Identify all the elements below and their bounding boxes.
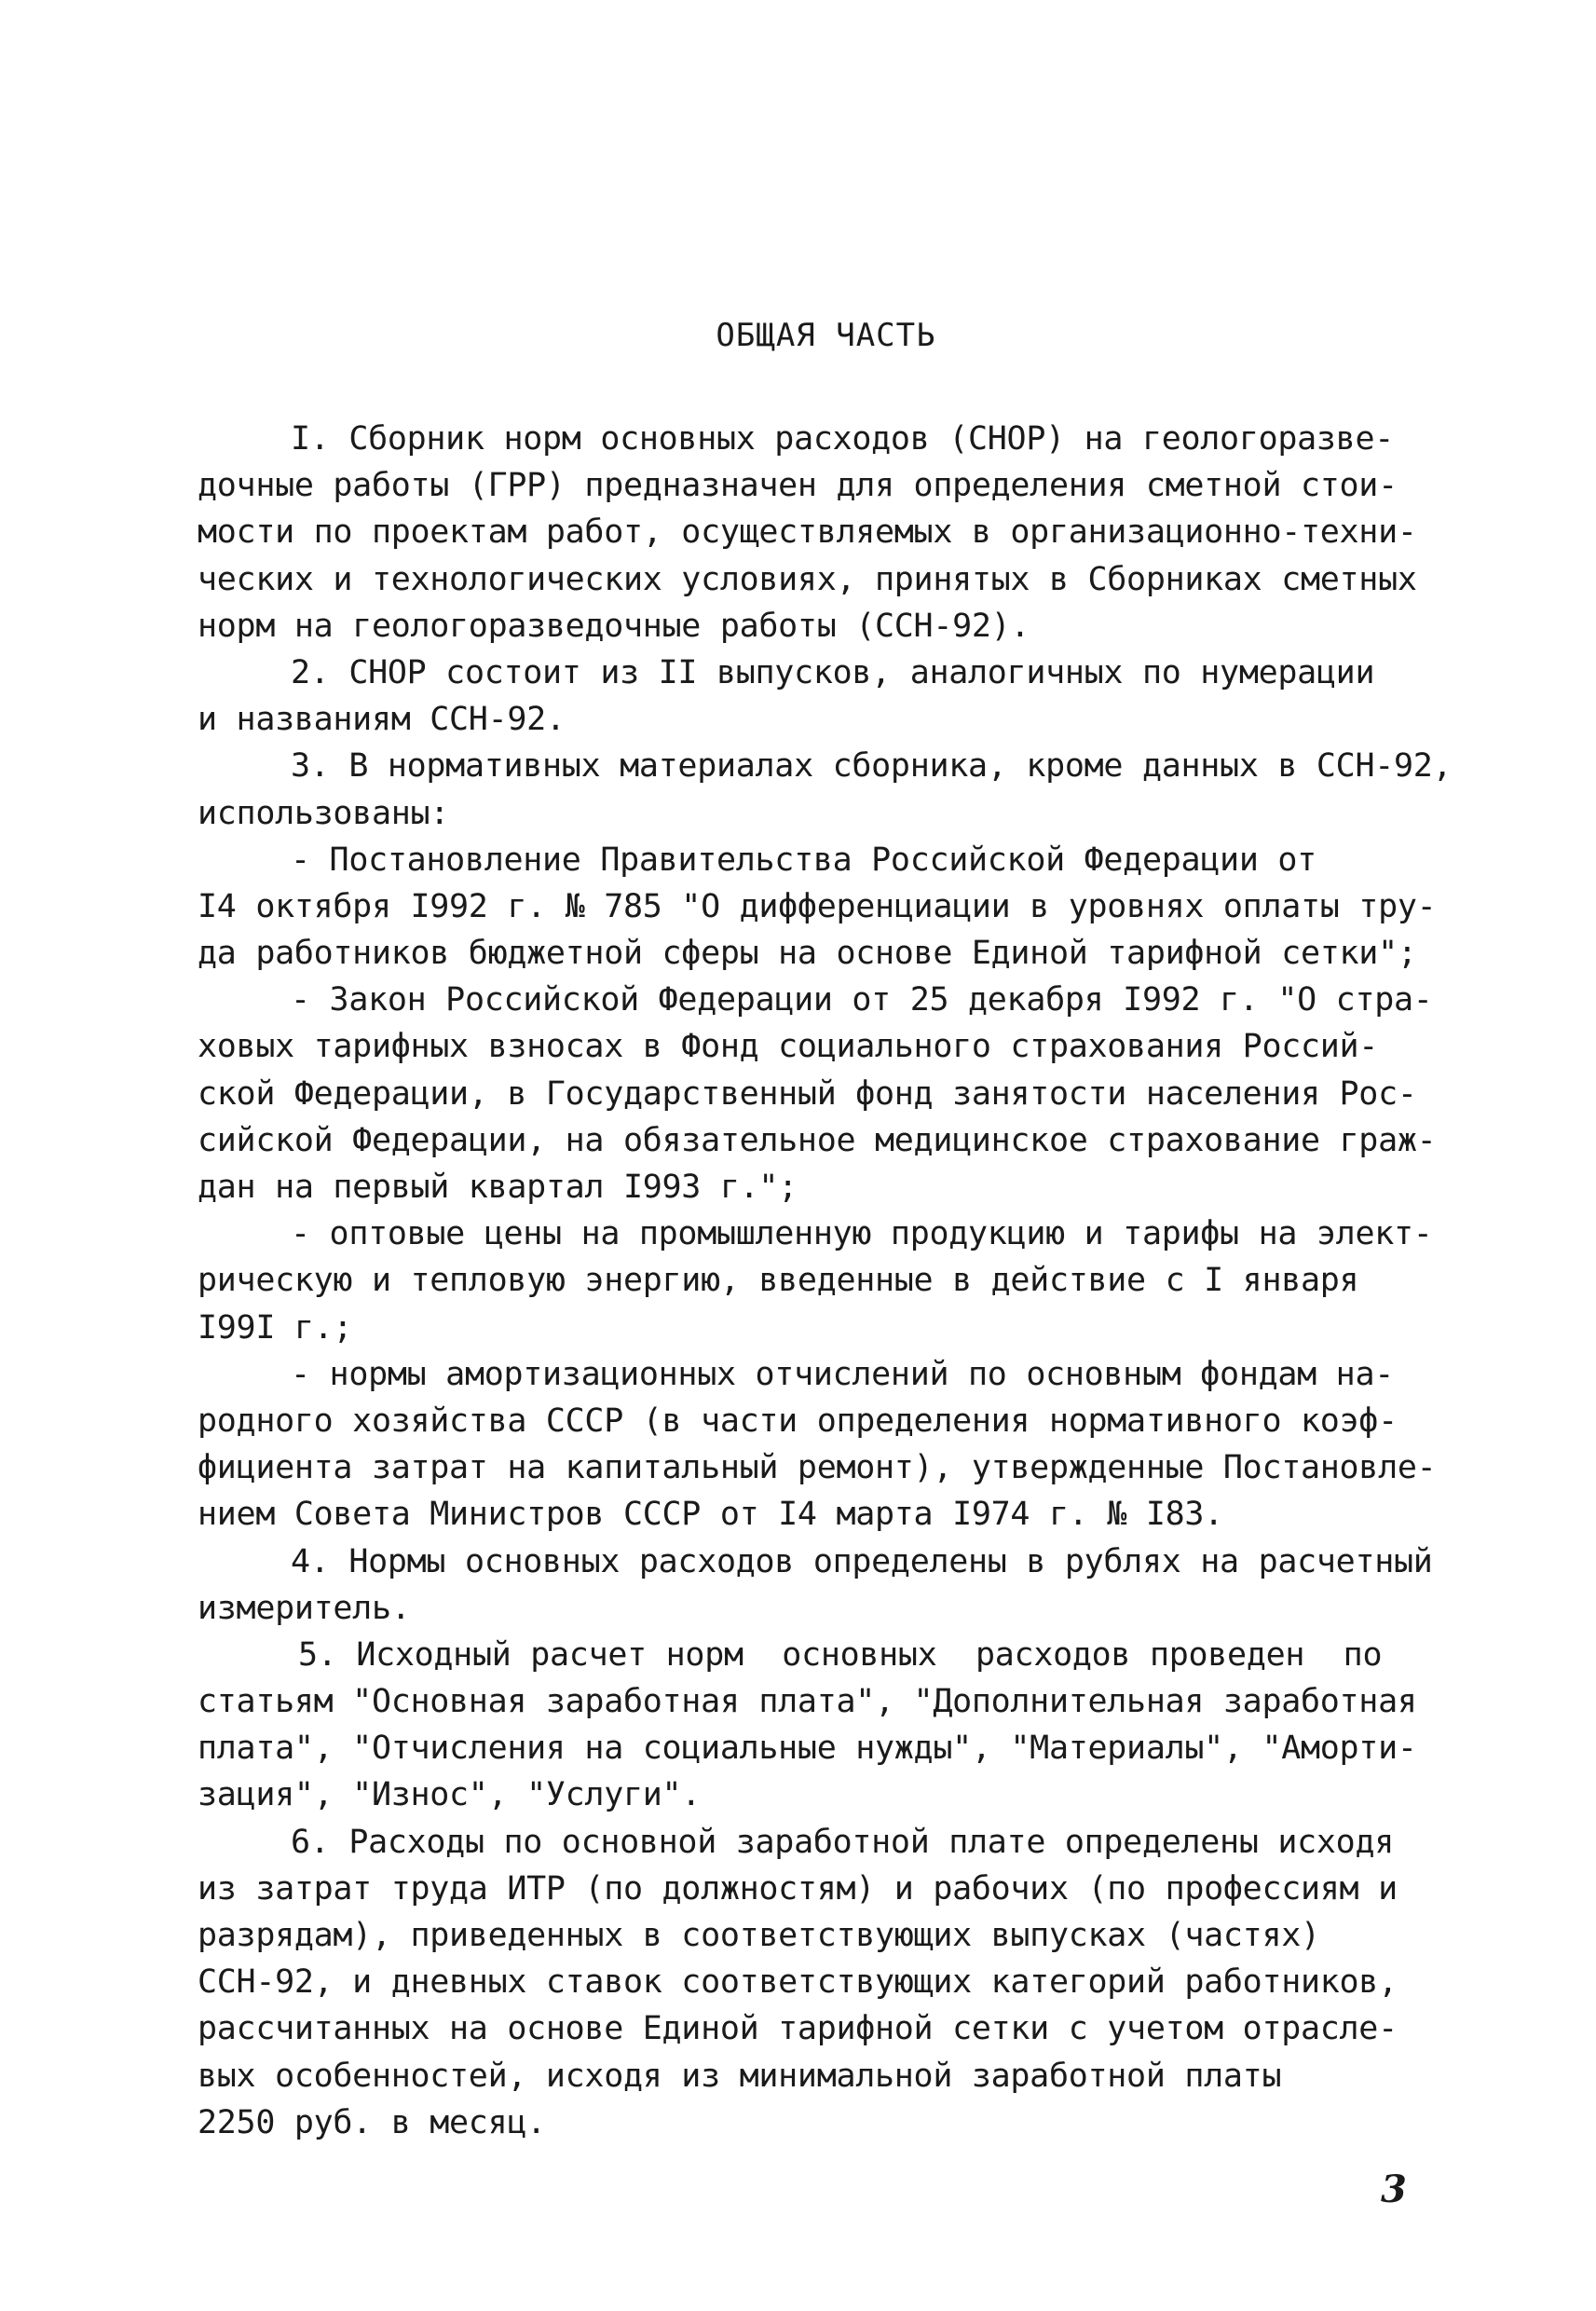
text-line: 2. СНОР состоит из II выпусков, аналогичных по нумерации (291, 653, 1375, 691)
text-line: 4. Нормы основных расходов определены в рублях на расчетный (291, 1542, 1433, 1580)
text-line: рассчитанных на основе Единой тарифной сетки с учетом отрасле- (198, 2010, 1398, 2048)
text-line: сийской Федерации, на обязательное медицинское страхование граж- (198, 1121, 1437, 1159)
text-line: I. Сборник норм основных расходов (СНОР) на геологоразве- (291, 420, 1394, 458)
text-line: вых особенностей, исходя из минимальной заработной платы (198, 2057, 1282, 2095)
text-line: - оптовые цены на промышленную продукцию и тарифы на элект- (291, 1215, 1433, 1253)
text-line: I4 октября I992 г. № 785 "О дифференциации в уровнях оплаты тру- (198, 887, 1437, 925)
text-line: 2250 руб. в месяц. (198, 2103, 546, 2141)
section-heading: ОБЩАЯ ЧАСТЬ (716, 317, 936, 354)
text-line: да работников бюджетной сферы на основе Единой тарифной сетки"; (198, 935, 1417, 973)
text-line: I99I г.; (198, 1308, 353, 1347)
text-line: ССН-92, и дневных ставок соответствующих категорий работников, (198, 1963, 1398, 2002)
text-line: ской Федерации, в Государственный фонд занятости населения Рос- (198, 1074, 1417, 1113)
text-line: и названиям ССН-92. (198, 701, 566, 739)
text-line: нием Совета Министров СССР от I4 марта I974 г. № I83. (198, 1496, 1223, 1534)
text-line: статьям "Основная заработная плата", "Дополнительная заработная (198, 1683, 1417, 1721)
page-number: 3 (1381, 2167, 1407, 2211)
text-line: ческих и технологических условиях, принятых в Сборниках сметных (198, 560, 1417, 598)
text-line: разрядам), приведенных в соответствующих выпусках (частях) (198, 1917, 1320, 1954)
body-text (198, 416, 1453, 2146)
text-line: из затрат труда ИТР (по должностям) и рабочих (по профессиям и (198, 1869, 1398, 1908)
text-line: дан на первый квартал I993 г."; (198, 1169, 798, 1206)
text-line: 3. В нормативных материалах сборника, кроме данных в ССН-92, (291, 747, 1453, 786)
text-line: норм на геологоразведочные работы (ССН-92). (198, 607, 1030, 645)
text-line: - Постановление Правительства Российской Федерации от (291, 841, 1316, 879)
text-line: 5. Исходный расчет норм основных расходов проведен по (298, 1635, 1383, 1674)
text-line: 6. Расходы по основной заработной плате определены исходя (291, 1823, 1394, 1861)
text-line: - Закон Российской Федерации от 25 декабря I992 г. "О стра- (291, 981, 1433, 1019)
text-line: плата", "Отчисления на социальные нужды", "Материалы", "Аморти- (198, 1730, 1417, 1768)
text-line: - нормы амортизационных отчислений по основным фондам на- (291, 1355, 1394, 1393)
text-line: мости по проектам работ, осуществляемых в организационно-техни- (198, 513, 1417, 552)
text-line: использованы: (198, 794, 450, 832)
text-line: ховых тарифных взносах в Фонд социального страхования Россий- (198, 1028, 1379, 1066)
text-line: измеритель. (198, 1589, 411, 1627)
text-line: рическую и тепловую энергию, введенные в действие с I января (198, 1262, 1359, 1300)
text-line: родного хозяйства СССР (в части определения нормативного коэф- (198, 1402, 1398, 1440)
text-line: дочные работы (ГРР) предназначен для определения сметной стои- (198, 467, 1398, 505)
text-line: фициента затрат на капитальный ремонт), утвержденные Постановле- (198, 1449, 1437, 1487)
text-line: зация", "Износ", "Услуги". (198, 1776, 702, 1814)
